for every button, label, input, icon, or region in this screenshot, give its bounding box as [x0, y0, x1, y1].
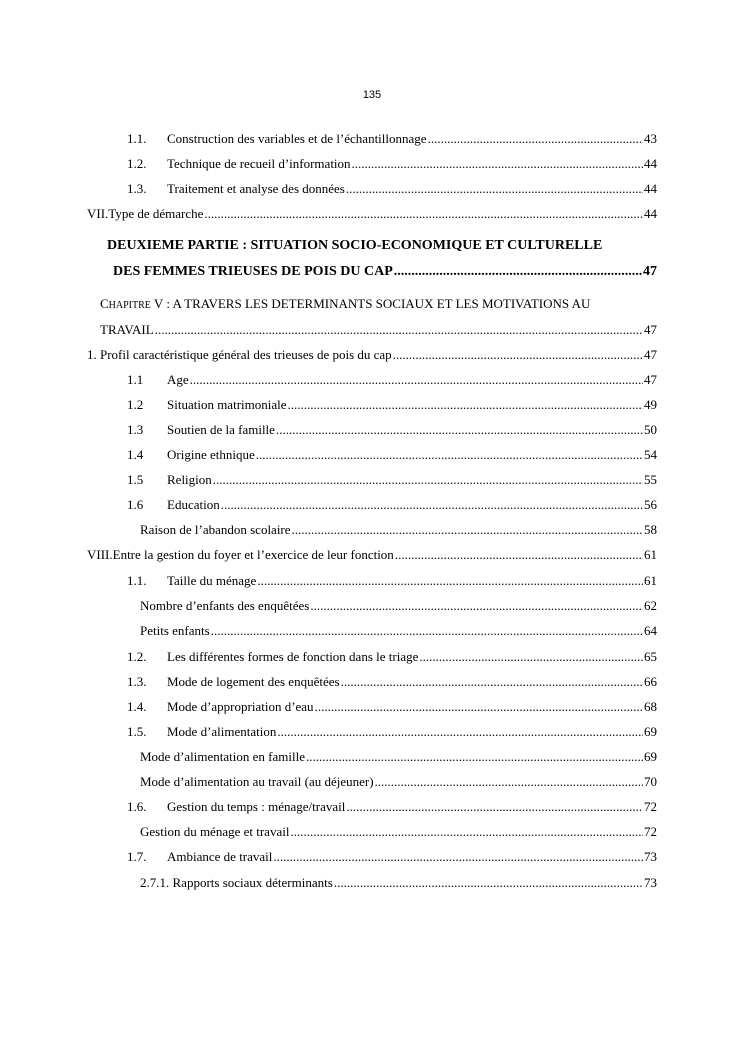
- toc-entry-number: 1.2: [127, 397, 144, 412]
- toc-entry-title: VII.Type de démarche: [87, 206, 204, 221]
- toc-entry-page: 54: [644, 447, 657, 462]
- toc-entry-page: 69: [644, 749, 657, 764]
- toc-entry[interactable]: [127, 799, 657, 815]
- toc-entry-title: DES FEMMES TRIEUSES DE POIS DU CAP: [113, 264, 393, 279]
- toc-entry-title: Raison de l’abandon scolaire: [140, 522, 291, 537]
- toc-entry-title: Petits enfants: [140, 623, 210, 638]
- toc-entry-title: Soutien de la famille: [167, 422, 275, 437]
- toc-entry-page: 50: [644, 422, 657, 437]
- toc-entry-title: Les différentes formes de fonction dans le triage: [167, 649, 419, 664]
- toc-entry-title: Mode de logement des enquêtées: [167, 674, 340, 689]
- toc-entry-page: 55: [644, 472, 657, 487]
- toc-entry-chapter[interactable]: [100, 322, 657, 338]
- dot-leader: [204, 206, 643, 222]
- toc-entry-number: 1.5: [127, 472, 144, 487]
- toc-entry[interactable]: [127, 674, 657, 690]
- toc-entry[interactable]: [127, 724, 657, 740]
- toc-entry[interactable]: [140, 774, 657, 790]
- toc-entry-number: 1.3.: [127, 181, 147, 196]
- toc-entry-title: Age: [167, 372, 189, 387]
- toc-entry-number: 1.1: [127, 372, 144, 387]
- dot-leader: [393, 347, 643, 363]
- toc-entry-number: 1.3: [127, 422, 144, 437]
- toc-entry-title: VIII.Entre la gestion du foyer et l’exercice de leur fonction: [87, 547, 394, 562]
- toc-entry-title: Technique de recueil d’information: [167, 156, 351, 171]
- dot-leader: [273, 849, 643, 865]
- toc-entry[interactable]: [127, 649, 657, 665]
- toc-entry[interactable]: [140, 749, 657, 765]
- toc-entry-title: Religion: [167, 472, 212, 487]
- toc-entry-title: 2.7.1. Rapports sociaux déterminants: [140, 875, 333, 890]
- dot-leader: [290, 824, 643, 840]
- toc-entry-page: 66: [644, 674, 657, 689]
- toc-entry-page: 69: [644, 724, 657, 739]
- toc-entry-title: Traitement et analyse des données: [167, 181, 345, 196]
- toc-entry-number: 1.6: [127, 497, 144, 512]
- toc-entry-page: 58: [644, 522, 657, 537]
- dot-leader: [277, 724, 643, 740]
- toc-entry[interactable]: [127, 156, 657, 172]
- toc-entry-title: Construction des variables et de l’échantillonnage: [167, 131, 427, 146]
- dot-leader: [395, 547, 643, 563]
- dot-leader: [310, 598, 643, 614]
- toc-entry-title: Mode d’alimentation en famille: [140, 749, 305, 764]
- toc-entry[interactable]: [140, 598, 657, 614]
- chapter-title-rest: V : A TRAVERS LES DETERMINANTS SOCIAUX ET LES MOTIVATIONS AU: [150, 296, 591, 311]
- toc-entry[interactable]: [127, 497, 657, 513]
- toc-entry-page: 61: [644, 547, 657, 562]
- dot-leader: [288, 397, 643, 413]
- toc-entry-title: Gestion du ménage et travail: [140, 824, 290, 839]
- part-heading-line1: DEUXIEME PARTIE : SITUATION SOCIO-ECONOMIQUE ET CULTURELLE: [107, 238, 603, 253]
- page-number: 135: [362, 89, 382, 101]
- toc-entry[interactable]: [87, 206, 657, 222]
- toc-entry-page: 44: [644, 181, 657, 196]
- toc-entry[interactable]: [140, 623, 657, 639]
- toc-entry-number: 1.7.: [127, 849, 147, 864]
- toc-entry[interactable]: [140, 522, 657, 538]
- toc-entry-page: 47: [644, 347, 657, 362]
- toc-entry-title: Ambiance de travail: [167, 849, 273, 864]
- toc-entry-page: 62: [644, 598, 657, 613]
- toc-entry[interactable]: [127, 181, 657, 197]
- toc-entry[interactable]: [127, 397, 657, 413]
- toc-entry-title: 1. Profil caractéristique général des trieuses de pois du cap: [87, 347, 392, 362]
- toc-entry-page: 56: [644, 497, 657, 512]
- dot-leader: [221, 497, 643, 513]
- dot-leader: [352, 156, 643, 172]
- toc-entry-page: 73: [644, 875, 657, 890]
- toc-entry[interactable]: [127, 447, 657, 463]
- dot-leader: [190, 372, 643, 388]
- dot-leader: [292, 522, 643, 538]
- toc-entry-number: 1.6.: [127, 799, 147, 814]
- toc-entry-page: 47: [644, 372, 657, 387]
- toc-entry[interactable]: [140, 824, 657, 840]
- toc-entry-page: 72: [644, 824, 657, 839]
- toc-entry-title: Origine ethnique: [167, 447, 255, 462]
- toc-entry-page: 73: [644, 849, 657, 864]
- toc-entry-number: 1.4.: [127, 699, 147, 714]
- toc-entry-page: 47: [644, 322, 657, 337]
- toc-entry-page: 65: [644, 649, 657, 664]
- toc-entry[interactable]: [127, 472, 657, 488]
- dot-leader: [276, 422, 643, 438]
- toc-entry-title: Taille du ménage: [167, 573, 257, 588]
- toc-entry[interactable]: [127, 131, 657, 147]
- dot-leader: [334, 875, 643, 891]
- toc-entry-page: 70: [644, 774, 657, 789]
- toc-entry-part[interactable]: [113, 264, 657, 280]
- toc-entry-number: 1.3.: [127, 674, 147, 689]
- toc-entry-page: 44: [644, 206, 657, 221]
- dot-leader: [306, 749, 643, 765]
- toc-entry-page: 47: [643, 264, 657, 279]
- toc-entry[interactable]: [127, 372, 657, 388]
- dot-leader: [256, 447, 643, 463]
- toc-entry-number: 1.1.: [127, 131, 147, 146]
- toc-entry-title: Mode d’alimentation au travail (au déjeuner): [140, 774, 374, 789]
- toc-entry-page: 72: [644, 799, 657, 814]
- dot-leader: [315, 699, 643, 715]
- dot-leader: [419, 649, 643, 665]
- chapter-cap: C: [100, 296, 109, 311]
- toc-entry-title: Gestion du temps : ménage/travail: [167, 799, 346, 814]
- toc-entry-number: 1.1.: [127, 573, 147, 588]
- toc-entry-title: Mode d’alimentation: [167, 724, 277, 739]
- toc-entry[interactable]: [127, 849, 657, 865]
- toc-entry[interactable]: [140, 875, 657, 891]
- dot-leader: [346, 181, 643, 197]
- dot-leader: [341, 674, 643, 690]
- toc-entry-title: Nombre d’enfants des enquêtées: [140, 598, 310, 613]
- toc-entry[interactable]: [127, 573, 657, 589]
- toc-entry-number: 1.2.: [127, 649, 147, 664]
- dot-leader: [211, 623, 643, 639]
- toc-entry-number: 1.5.: [127, 724, 147, 739]
- dot-leader: [155, 322, 643, 338]
- toc-entry[interactable]: [127, 699, 657, 715]
- dot-leader: [394, 264, 642, 280]
- dot-leader: [257, 573, 643, 589]
- toc-entry-title: Mode d’appropriation d’eau: [167, 699, 314, 714]
- toc-entry-title: Education: [167, 497, 220, 512]
- chapter-heading-line1: [100, 296, 657, 312]
- dot-leader: [428, 131, 643, 147]
- toc-entry[interactable]: [87, 347, 657, 363]
- toc-entry-page: 61: [644, 573, 657, 588]
- dot-leader: [346, 799, 643, 815]
- chapter-smallcaps: HAPITRE: [108, 300, 151, 311]
- toc-entry-number: 1.4: [127, 447, 144, 462]
- toc-entry-title: TRAVAIL: [100, 322, 154, 337]
- toc-entry-page: 44: [644, 156, 657, 171]
- dot-leader: [213, 472, 643, 488]
- dot-leader: [375, 774, 643, 790]
- toc-entry-page: 64: [644, 623, 657, 638]
- toc-entry-page: 43: [644, 131, 657, 146]
- toc-entry-page: 49: [644, 397, 657, 412]
- toc-entry[interactable]: [87, 547, 657, 563]
- toc-entry-number: 1.2.: [127, 156, 147, 171]
- toc-entry-title: Situation matrimoniale: [167, 397, 287, 412]
- toc-entry[interactable]: [127, 422, 657, 438]
- toc-entry-page: 68: [644, 699, 657, 714]
